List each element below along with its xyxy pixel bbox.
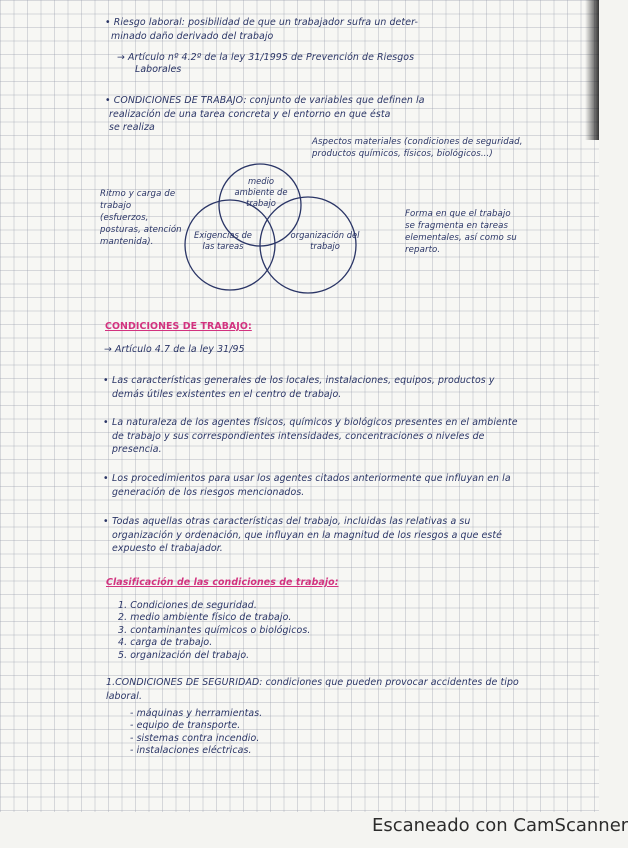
security-items-list [130, 708, 430, 758]
classification-list [118, 600, 418, 662]
text-line: se realiza [109, 122, 155, 133]
text-line: realización de una tarea concreta y el entorno en que ésta [109, 108, 391, 120]
camscanner-watermark: Escaneado con CamScanner [372, 815, 628, 836]
bullet-organizacion: • Todas aquellas otras características del trabajo, incluidas las relativas a su organización y ordenación, que influyan en la magnitud de los riesgos a que esté expuesto el trabajador. [112, 515, 522, 556]
section-heading-classification: Clasificación de las condiciones de trabajo: [106, 577, 339, 588]
list-item: 4. carga de trabajo. [118, 637, 213, 649]
right-annotation: Forma en que el trabajo se fragmenta en tareas elementales, así como su reparto. [405, 209, 517, 255]
security-conditions-heading: 1.CONDICIONES DE SEGURIDAD: condiciones que pueden provocar accidentes de tipo laboral. [106, 677, 519, 702]
text-line: • CONDICIONES DE TRABAJO: conjunto de variables que definen la [105, 95, 425, 106]
list-item: - equipo de transporte. [130, 720, 430, 732]
text-line: Laborales [135, 63, 182, 75]
article-reference: → Artículo nº 4.2º de la ley 31/1995 de Prevención de Riesgos [117, 52, 415, 63]
list-item: 2. medio ambiente físico de trabajo. [118, 612, 292, 624]
article-reference-47: → Artículo 4.7 de la ley 31/95 [104, 344, 245, 355]
section-heading-conditions: CONDICIONES DE TRABAJO: [105, 321, 252, 332]
text-line: minado daño derivado del trabajo [111, 30, 274, 42]
venn-label-environment: medio ambiente de trabajo [234, 176, 288, 208]
venn-label-demands: Exigencias de las tareas [194, 230, 252, 251]
work-conditions-definition [105, 94, 535, 135]
list-item: 3. contaminantes químicos o biológicos. [118, 624, 311, 636]
list-item: 5. organización del trabajo. [118, 649, 250, 661]
aspects-note: Aspectos materiales (condiciones de seguridad, productos químicos, físicos, biológicos...) [312, 137, 523, 159]
risk-definition [105, 16, 535, 76]
list-item: - instalaciones eléctricas. [130, 745, 430, 757]
bullet-agentes: • La naturaleza de los agentes físicos, químicos y biológicos presentes en el ambiente de trabajo y sus correspondientes intensidades, concentraciones o niveles de presencia. [112, 416, 522, 457]
bullet-procedimientos: • Los procedimientos para usar los agentes citados anteriormente que influyan en la generación de los riesgos mencionados. [112, 472, 522, 499]
list-item: 1. Condiciones de seguridad. [118, 600, 257, 611]
list-item: - sistemas contra incendio. [130, 733, 430, 745]
scan-edge-shadow [585, 0, 599, 140]
text-line: • Riesgo laboral: posibilidad de que un trabajador sufra un deter- [105, 17, 418, 28]
bullet-locales: • Las características generales de los locales, instalaciones, equipos, productos y demás útiles existentes en el centro de trabajo. [112, 374, 522, 401]
left-annotation: Ritmo y carga de trabajo (esfuerzos, posturas, atención mantenida). [100, 189, 182, 247]
venn-label-organization: organización del trabajo [290, 230, 360, 251]
list-item: - máquinas y herramientas. [130, 708, 430, 720]
